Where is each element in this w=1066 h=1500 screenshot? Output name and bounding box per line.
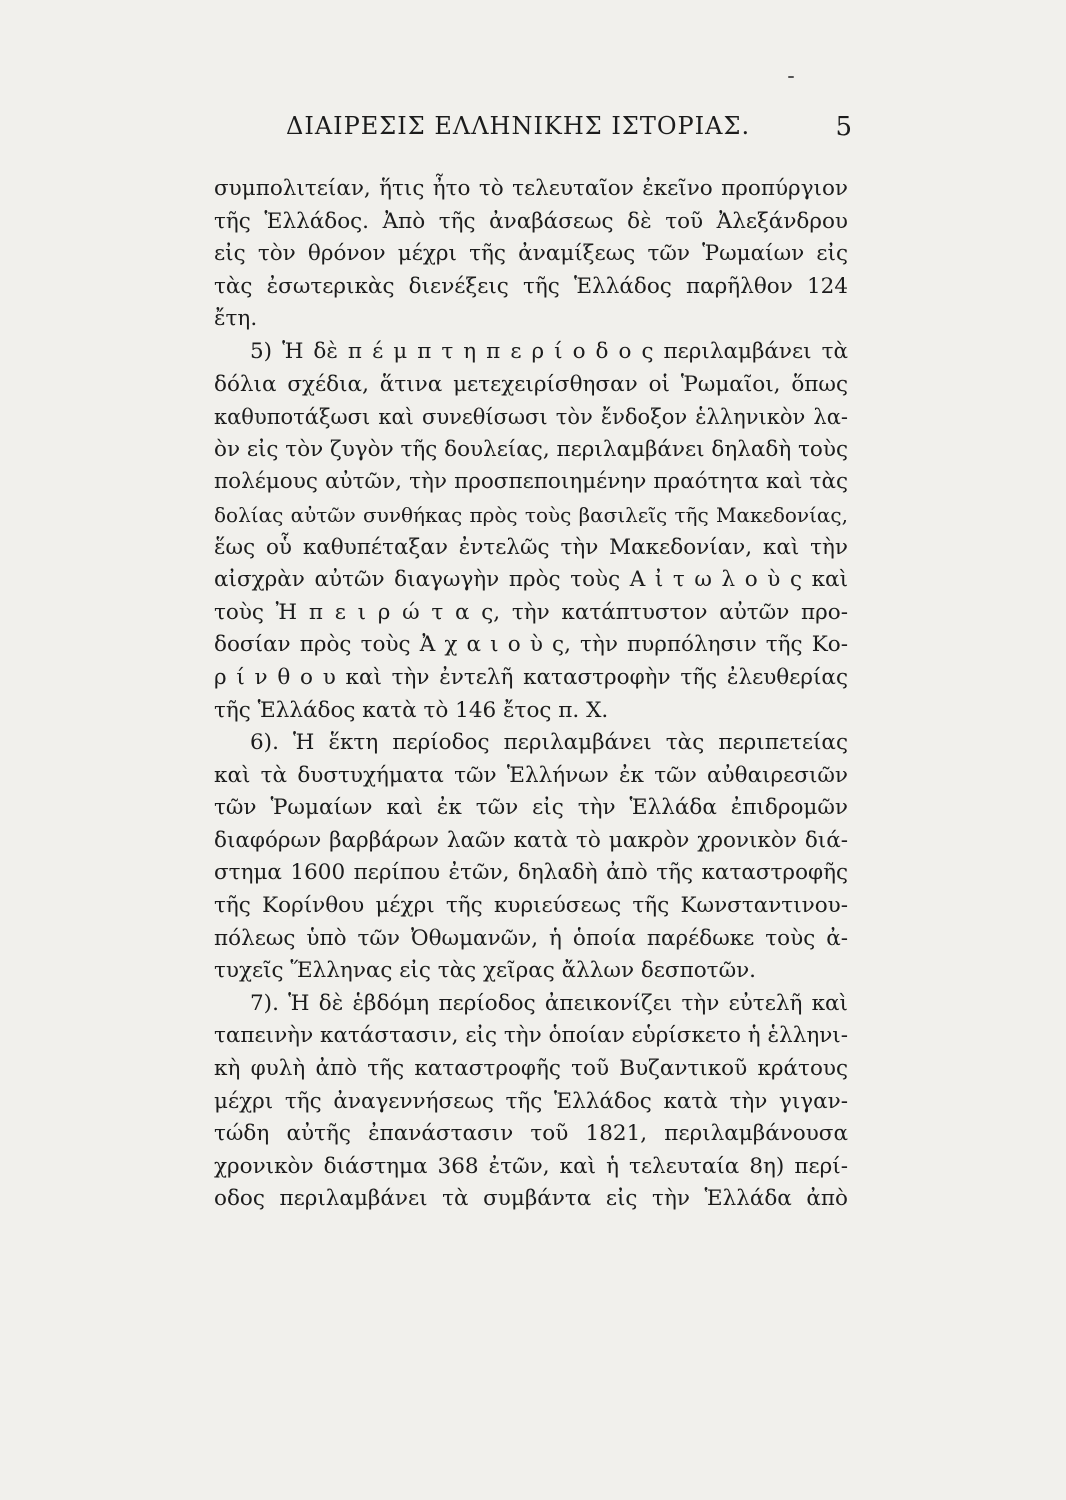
body-text bbox=[214, 173, 848, 1216]
paragraph-7-start: 7). Ἡ δὲ ἑβδόμη περίοδος ἀπεικονίζει τὴν εὐτελῆ καὶ bbox=[250, 990, 848, 1016]
text-line: πολέμους αὐτῶν, τὴν προσπεποιημένην πραότητα καὶ τὰς bbox=[214, 469, 848, 495]
text-line: ταπεινὴν κατάστασιν, εἰς τὴν ὁποίαν εὑρίσκετο ἡ ἑλληνι- bbox=[214, 1023, 848, 1049]
text-line: συμπολιτείαν, ἥτις ἦτο τὸ τελευταῖον ἐκεῖνο προπύργιον bbox=[214, 176, 848, 201]
text-line: δόλια σχέδια, ἅτινα μετεχειρίσθησαν οἱ Ῥωμαῖοι, ὅπως bbox=[214, 371, 848, 397]
text-line: τὰς ἐσωτερικὰς διενέξεις τῆς Ἑλλάδος παρῆλθον 124 bbox=[214, 273, 848, 299]
text-line: ἕως οὗ καθυπέταξαν ἐντελῶς τὴν Μακεδονίαν, καὶ τὴν bbox=[214, 534, 848, 560]
text-line: τῆς Ἑλλάδος κατὰ τὸ 146 ἔτος π. Χ. bbox=[214, 697, 609, 723]
text-line: τῶν Ῥωμαίων καὶ ἐκ τῶν εἰς τὴν Ἑλλάδα ἐπιδρομῶν bbox=[214, 795, 848, 821]
text-line: τώδη αὐτῆς ἐπανάστασιν τοῦ 1821, περιλαμβάνουσα bbox=[214, 1121, 848, 1147]
text-line: ἔτη. bbox=[214, 306, 258, 332]
text-line: στημα 1600 περίπου ἐτῶν, δηλαδὴ ἀπὸ τῆς καταστροφῆς bbox=[214, 860, 848, 886]
text-line: ρ ί ν θ ο υ καὶ τὴν ἐντελῆ καταστροφὴν τῆς ἐλευθερίας bbox=[214, 664, 848, 690]
text-line: εἰς τὸν θρόνον μέχρι τῆς ἀναμίξεως τῶν Ῥωμαίων εἰς bbox=[214, 241, 848, 267]
text-line: χρονικὸν διάστημα 368 ἐτῶν, καὶ ἡ τελευταία 8η) περί- bbox=[214, 1153, 848, 1179]
running-header bbox=[286, 112, 852, 146]
text-line: μέχρι τῆς ἀναγεννήσεως τῆς Ἑλλάδος κατὰ τὴν γιγαν- bbox=[214, 1088, 848, 1114]
text-line: πόλεως ὑπὸ τῶν Ὀθωμανῶν, ἡ ὁποία παρέδωκε τοὺς ἀ- bbox=[214, 925, 848, 951]
text-line: δοσίαν πρὸς τοὺς Ἀ χ α ι ο ὺ ς, τὴν πυρπόλησιν τῆς Κο- bbox=[214, 632, 848, 658]
page-number: 5 bbox=[835, 112, 852, 142]
header-title: ΔΙΑΙΡΕΣΙΣ ΕΛΛΗΝΙΚΗΣ ΙΣΤΟΡΙΑΣ. bbox=[286, 112, 751, 140]
text-line: τοὺς Ἠ π ε ι ρ ώ τ α ς, τὴν κατάπτυστον αὐτῶν προ- bbox=[214, 599, 848, 625]
text-line: κὴ φυλὴ ἀπὸ τῆς καταστροφῆς τοῦ Βυζαντικοῦ κράτους bbox=[214, 1056, 848, 1082]
paragraph-6-start: 6). Ἡ ἕκτη περίοδος περιλαμβάνει τὰς περιπετείας bbox=[250, 730, 848, 756]
text-line: δολίας αὐτῶν συνθήκας πρὸς τοὺς βασιλεῖς τῆς Μακεδονίας, bbox=[214, 502, 848, 527]
paragraph-5-start: 5) Ἡ δὲ π έ μ π τ η π ε ρ ί ο δ ο ς περιλαμβάνει τὰ bbox=[250, 338, 848, 364]
text-line: καθυποτάξωσι καὶ συνεθίσωσι τὸν ἔνδοξον ἑλληνικὸν λα- bbox=[214, 405, 848, 430]
ink-speck bbox=[788, 76, 794, 78]
text-line: ὸν εἰς τὸν ζυγὸν τῆς δουλείας, περιλαμβάνει δηλαδὴ τοὺς bbox=[214, 436, 848, 462]
text-line: τῆς Κορίνθου μέχρι τῆς κυριεύσεως τῆς Κωνσταντινου- bbox=[214, 893, 848, 919]
text-line: διαφόρων βαρβάρων λαῶν κατὰ τὸ μακρὸν χρονικὸν διά- bbox=[214, 827, 848, 853]
text-line: τυχεῖς Ἕλληνας εἰς τὰς χεῖρας ἄλλων δεσποτῶν. bbox=[214, 958, 757, 984]
text-line: αἰσχρὰν αὐτῶν διαγωγὴν πρὸς τοὺς Α ἰ τ ω λ ο ὺ ς καὶ bbox=[214, 567, 848, 593]
text-line: τῆς Ἑλλάδος. Ἀπὸ τῆς ἀναβάσεως δὲ τοῦ Ἀλεξάνδρου bbox=[214, 208, 848, 234]
text-line: οδος περιλαμβάνει τὰ συμβάντα εἰς τὴν Ἑλλάδα ἀπὸ bbox=[214, 1186, 848, 1212]
text-line: καὶ τὰ δυστυχήματα τῶν Ἑλλήνων ἐκ τῶν αὐθαιρεσιῶν bbox=[214, 762, 848, 788]
